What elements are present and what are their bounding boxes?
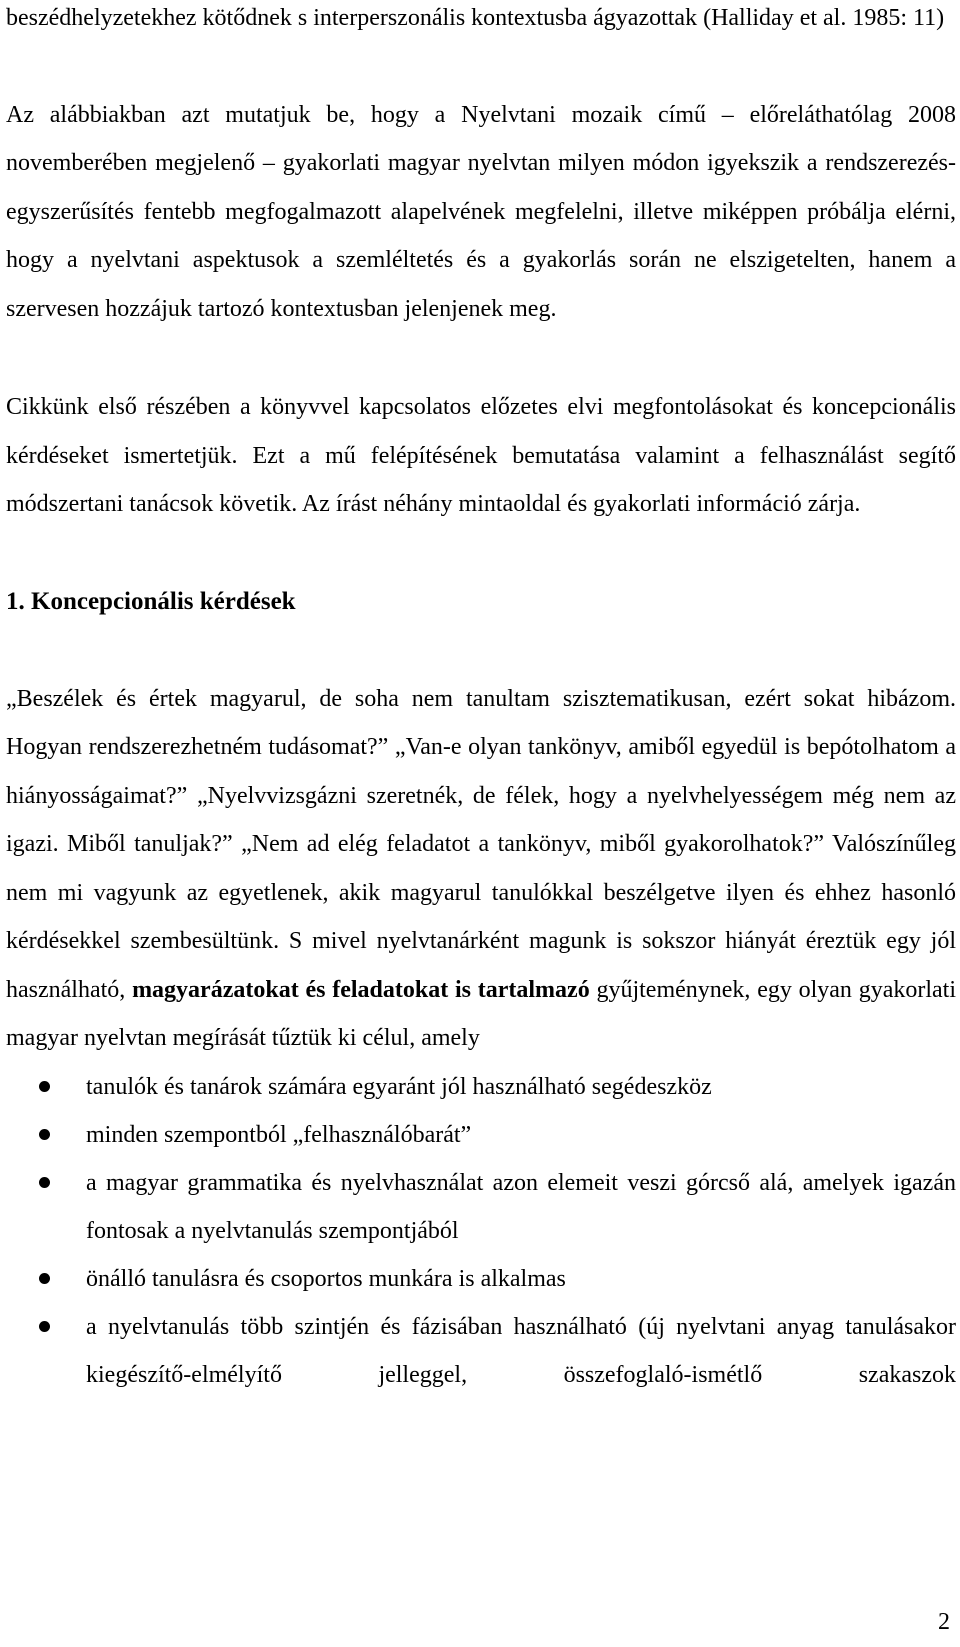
paragraph-overview: Az alábbiakban azt mutatjuk be, hogy a Nyelvtani mozaik című – előreláthatólag 2008 novemberében megjelenő – gyakorlati magyar nyelvtan milyen módon igyekszik a rendszerezés-egyszerűsítés fentebb megfogalmazott alapelvének megfelelni, illetve miképpen próbálja elérni, hogy a nyelvtani aspektusok a szemléltetés és a gyakorlás során ne elszigetelten, hanem a szervesen hozzájuk tartozó kontextusban jelenjenek meg. bbox=[6, 101, 956, 322]
list-item-text: a nyelvtanulás több szintjén és fázisában használható (új nyelvtani anyag tanulásakor kiegészítő-elmélyítő jelleggel, összefoglaló-ismétlő szakaszok bbox=[86, 1313, 956, 1388]
list-item bbox=[6, 1303, 956, 1399]
goals-bullet-list bbox=[6, 1063, 956, 1399]
paragraph-questions-text-end: gyűjteménynek, egy olyan gyakorlati magyar nyelvtan megírását tűztük ki célul, amely bbox=[6, 976, 956, 1051]
bold-phrase: magyarázatokat és feladatokat is tartalmazó bbox=[132, 976, 590, 1003]
list-item bbox=[6, 1111, 956, 1159]
paragraph-questions-text: „Beszélek és értek magyarul, de soha nem tanultam szisztematikusan, ezért sokat hibázom. Hogyan rendszerezhetném tudásomat?” „Van-e olyan tankönyv, amiből egyedül is bepótolhatom a hiányosságaimat?” „Nyelvvizsgázni szeretnék, de félek, hogy a nyelvhelyességem még nem az igazi. Miből tanuljak?” „Nem ad elég feladatot a tankönyv, miből gyakorolhatok?” Valószínűleg nem mi vagyunk az egyetlenek, akik magyarul tanulókkal beszélgetve ilyen és ehhez hasonló kérdésekkel szembesültünk. S mivel nyelvtanárként magunk is sokszor hiányát éreztük egy jól használható, bbox=[6, 685, 956, 1003]
intro-paragraph-end: beszédhelyzetekhez kötődnek s interperszonális kontextusba ágyazottak (Halliday et al. 1985: 11) bbox=[6, 5, 945, 31]
page-number: 2 bbox=[938, 1609, 950, 1635]
paragraph-questions bbox=[6, 675, 956, 1063]
list-item-text: minden szempontból „felhasználóbarát” bbox=[86, 1121, 472, 1148]
list-item bbox=[6, 1255, 956, 1303]
list-item bbox=[6, 1159, 956, 1255]
list-item-text: a magyar grammatika és nyelvhasználat azon elemeit veszi górcső alá, amelyek igazán fontosak a nyelvtanulás szempontjából bbox=[86, 1169, 956, 1244]
bullet-icon bbox=[39, 1081, 50, 1092]
list-item-text: tanulók és tanárok számára egyaránt jól használható segédeszköz bbox=[86, 1073, 712, 1100]
paragraph-structure: Cikkünk első részében a könyvvel kapcsolatos előzetes elvi megfontolásokat és koncepcionális kérdéseket ismertetjük. Ezt a mű felépítésének bemutatása valamint a felhasználást segítő módszertani tanácsok követik. Az írást néhány mintaoldal és gyakorlati információ zárja. bbox=[6, 394, 956, 517]
list-item bbox=[6, 1063, 956, 1111]
bullet-icon bbox=[39, 1177, 50, 1188]
bullet-icon bbox=[39, 1129, 50, 1140]
list-item-text: önálló tanulásra és csoportos munkára is alkalmas bbox=[86, 1265, 566, 1292]
section-heading: 1. Koncepcionális kérdések bbox=[6, 587, 296, 615]
bullet-icon bbox=[39, 1321, 50, 1332]
bullet-icon bbox=[39, 1273, 50, 1284]
document-page bbox=[6, 0, 956, 1399]
